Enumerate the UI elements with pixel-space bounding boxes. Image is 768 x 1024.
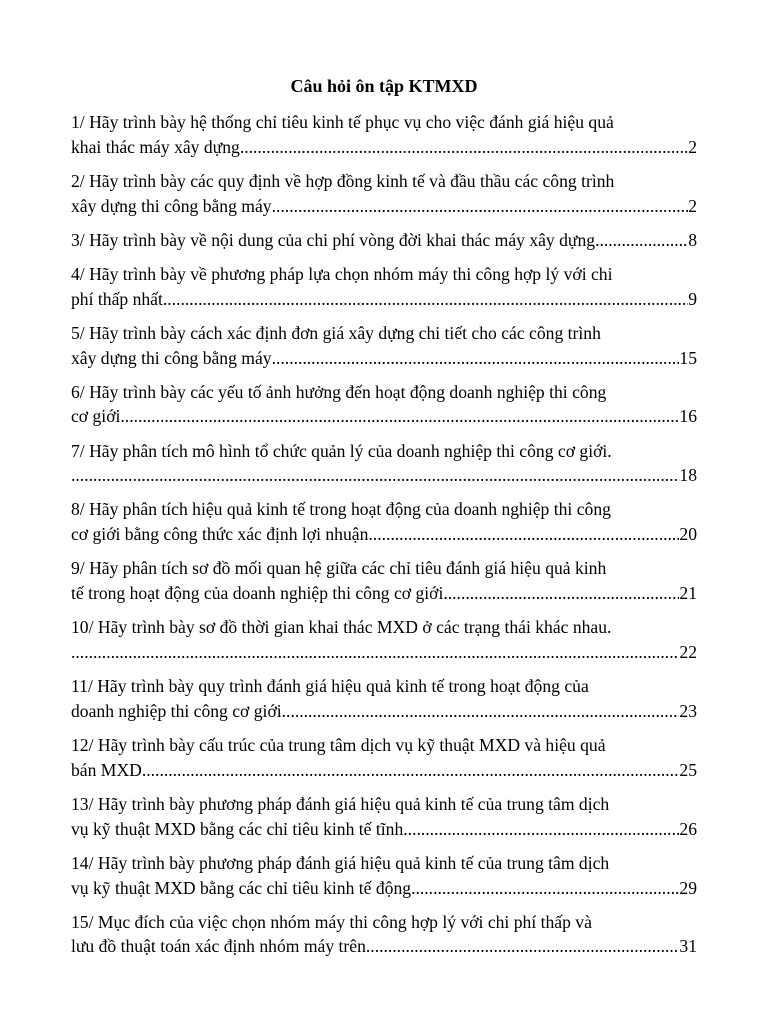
toc-entry-leader-line [71, 817, 697, 842]
toc-entry-leader-line [71, 404, 697, 429]
toc-entry-leader-line [71, 876, 697, 901]
toc-page-number: 26 [679, 818, 697, 839]
toc-entry [71, 851, 697, 901]
toc-entry-text: tế trong hoạt động của doanh nghiệp thi công cơ giới [71, 583, 444, 604]
toc-entry-leader-line [71, 581, 697, 606]
toc-entry-text: 1/ Hãy trình bày hệ thống chỉ tiêu kinh tế phục vụ cho việc đánh giá hiệu quả [71, 112, 614, 132]
toc-entry-text: bán MXD [71, 759, 142, 780]
toc-entry-text: lưu đồ thuật toán xác định nhóm máy trên [71, 936, 366, 957]
document-title: Câu hỏi ôn tập KTMXD [290, 76, 478, 96]
toc-entry-text: vụ kỹ thuật MXD bằng các chỉ tiêu kinh tế động [71, 877, 412, 898]
toc-entry-text: 4/ Hãy trình bày về phương pháp lựa chọn nhóm máy thi công hợp lý với chi [71, 263, 613, 284]
dot-leader [368, 522, 679, 547]
dot-leader [411, 876, 679, 901]
toc-entry [71, 615, 697, 665]
toc-page-number: 9 [688, 288, 697, 309]
dot-leader [366, 934, 680, 959]
dot-leader [142, 758, 680, 783]
toc-entry [71, 110, 697, 160]
dot-leader [282, 699, 680, 724]
toc-entry-text: 6/ Hãy trình bày các yếu tố ảnh hưởng đến hoạt động doanh nghiệp thi công [71, 381, 607, 402]
toc-entry-text: doanh nghiệp thi công cơ giới [71, 700, 282, 721]
toc-page-number: 31 [679, 936, 697, 957]
toc-entry-leader-line [71, 287, 697, 312]
toc-entry-text: vụ kỹ thuật MXD bằng các chỉ tiêu kinh tế tĩnh [71, 818, 404, 839]
dot-leader [163, 287, 688, 312]
toc-entry [71, 733, 697, 783]
toc-entry [71, 910, 697, 960]
toc-entry-text: xây dựng thi công bằng máy [71, 195, 272, 216]
toc-page-number: 8 [688, 229, 697, 250]
toc-page-number: 15 [679, 347, 697, 368]
toc-entry-text: 15/ Mục đích của việc chọn nhóm máy thi công hợp lý với chi phí thấp và [71, 911, 592, 932]
toc-entry-text: phí thấp nhất [71, 288, 163, 309]
dot-leader [71, 640, 679, 665]
dot-leader [272, 194, 689, 219]
toc-entry [71, 380, 697, 430]
toc-entry [71, 262, 697, 312]
dot-leader [71, 463, 679, 488]
toc-entry-text: 2/ Hãy trình bày các quy định về hợp đồng kinh tế và đầu thầu các công trình [71, 170, 615, 191]
toc-entry-text: cơ giới [71, 406, 121, 427]
dot-leader [120, 404, 679, 429]
toc-page-number: 29 [679, 877, 697, 898]
toc-entry [71, 556, 697, 606]
toc-entry [71, 497, 697, 547]
table-of-contents [71, 110, 697, 969]
dot-leader [272, 346, 680, 371]
toc-entry [71, 439, 697, 489]
toc-entry-text: 9/ Hãy phân tích sơ đồ mối quan hệ giữa các chỉ tiêu đánh giá hiệu quả kinh [71, 558, 607, 579]
toc-page-number: 22 [679, 642, 697, 663]
toc-entry-text: 14/ Hãy trình bày phương pháp đánh giá hiệu quả kinh tế của trung tâm dịch [71, 852, 610, 873]
toc-entry-text: 11/ Hãy trình bày quy trình đánh giá hiệu quả kinh tế trong hoạt động của [71, 676, 589, 697]
toc-entry [71, 228, 697, 253]
toc-entry-text: 7/ Hãy phân tích mô hình tổ chức quản lý của doanh nghiệp thi công cơ giới. [71, 440, 612, 461]
toc-page-number: 2 [688, 195, 697, 216]
toc-entry-text: 12/ Hãy trình bày cấu trúc của trung tâm dịch vụ kỹ thuật MXD và hiệu quả [71, 735, 606, 755]
toc-entry [71, 674, 697, 724]
toc-page-number: 16 [679, 406, 697, 427]
dot-leader [443, 581, 679, 606]
toc-entry-text: khai thác máy xây dựng [71, 136, 240, 157]
toc-entry-text: cơ giới bằng công thức xác định lợi nhuận [71, 524, 369, 545]
toc-entry-leader-line [71, 699, 697, 724]
toc-page-number: 25 [679, 759, 697, 780]
toc-page-number: 2 [688, 136, 697, 157]
dot-leader [595, 228, 688, 253]
dot-leader [403, 817, 679, 842]
toc-entry [71, 169, 697, 219]
toc-entry-leader-line [71, 463, 697, 488]
toc-entry-leader-line [71, 758, 697, 783]
dot-leader [240, 135, 688, 160]
toc-entry [71, 321, 697, 371]
toc-entry-leader-line [71, 194, 697, 219]
toc-entry-leader-line [71, 135, 697, 160]
toc-entry-text: 5/ Hãy trình bày cách xác định đơn giá xây dựng chi tiết cho các công trình [71, 322, 601, 343]
toc-entry-leader-line [71, 934, 697, 959]
toc-page-number: 18 [679, 465, 697, 486]
toc-page-number: 20 [679, 524, 697, 545]
toc-entry-text: 3/ Hãy trình bày về nội dung của chi phí vòng đời khai thác máy xây dựng [71, 229, 596, 250]
toc-entry-text: 10/ Hãy trình bày sơ đồ thời gian khai thác MXD ở các trạng thái khác nhau. [71, 617, 612, 638]
toc-entry-leader-line [71, 522, 697, 547]
toc-entry-leader-line [71, 228, 697, 253]
toc-entry-text: 13/ Hãy trình bày phương pháp đánh giá hiệu quả kinh tế của trung tâm dịch [71, 793, 610, 814]
toc-entry-leader-line [71, 640, 697, 665]
toc-page-number: 21 [679, 583, 697, 604]
toc-entry-leader-line [71, 346, 697, 371]
toc-entry [71, 792, 697, 842]
toc-page-number: 23 [679, 700, 697, 721]
toc-entry-text: xây dựng thi công bằng máy [71, 347, 272, 368]
toc-entry-text: 8/ Hãy phân tích hiệu quả kinh tế trong hoạt động của doanh nghiệp thi công [71, 499, 611, 520]
